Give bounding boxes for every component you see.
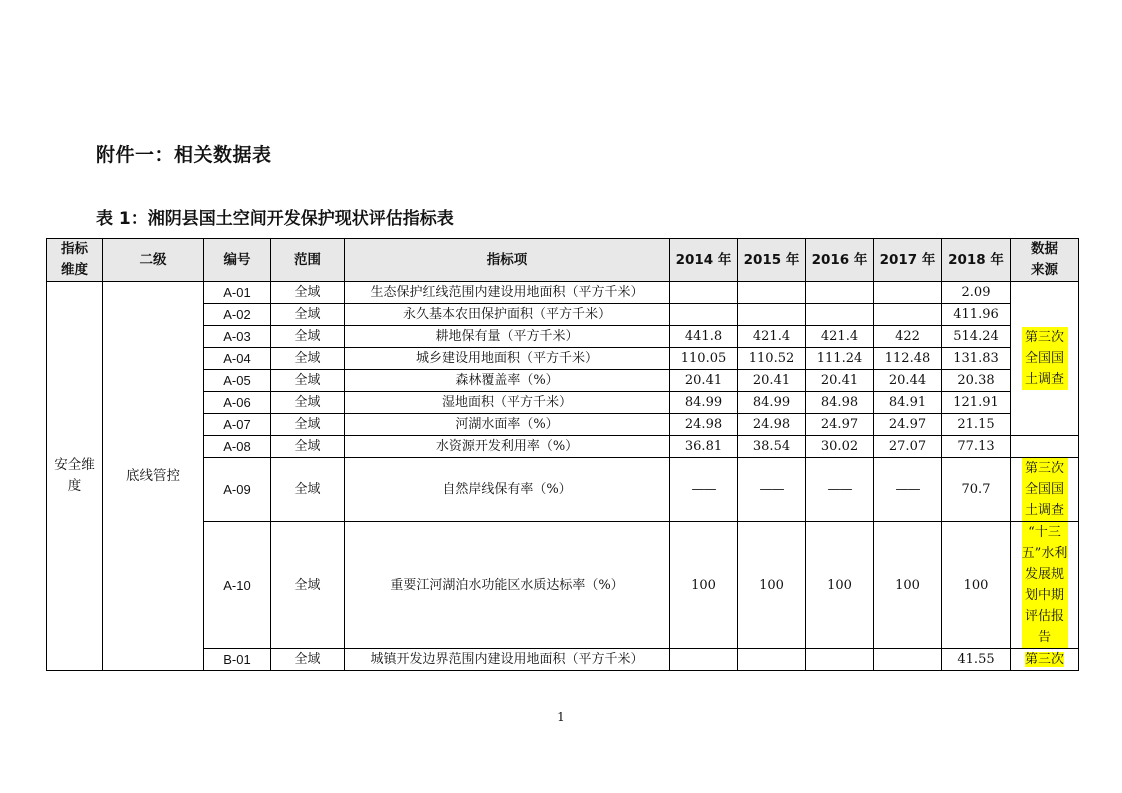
value-2016	[806, 282, 874, 304]
value-2014: ——	[670, 458, 738, 522]
header-row	[47, 239, 1079, 282]
code-cell: A-05	[204, 370, 271, 392]
header-2014: 2014 年	[670, 239, 738, 282]
value-2016: ——	[806, 458, 874, 522]
value-2015	[738, 649, 806, 671]
source-cell-empty	[1011, 436, 1079, 458]
value-2018: 131.83	[942, 348, 1011, 370]
indicator-cell: 城镇开发边界范围内建设用地面积（平方千米）	[345, 649, 670, 671]
source-cell: 第三次全国国土调查	[1011, 458, 1079, 522]
scope-cell: 全域	[271, 370, 345, 392]
value-2018: 411.96	[942, 304, 1011, 326]
scope-cell: 全域	[271, 649, 345, 671]
value-2014: 100	[670, 522, 738, 649]
value-2017: 100	[874, 522, 942, 649]
value-2017: 84.91	[874, 392, 942, 414]
value-2017: 24.97	[874, 414, 942, 436]
value-2018: 70.7	[942, 458, 1011, 522]
table-caption: 表 1：湘阴县国土空间开发保护现状评估指标表	[96, 209, 454, 229]
code-cell: A-06	[204, 392, 271, 414]
value-2017	[874, 282, 942, 304]
value-2014: 20.41	[670, 370, 738, 392]
value-2015: 100	[738, 522, 806, 649]
code-cell: A-08	[204, 436, 271, 458]
value-2016: 30.02	[806, 436, 874, 458]
value-2015: 20.41	[738, 370, 806, 392]
header-code: 编号	[204, 239, 271, 282]
code-cell: A-02	[204, 304, 271, 326]
value-2015: 84.99	[738, 392, 806, 414]
scope-cell: 全域	[271, 522, 345, 649]
scope-cell: 全域	[271, 436, 345, 458]
scope-cell: 全域	[271, 392, 345, 414]
header-scope: 范围	[271, 239, 345, 282]
value-2018: 77.13	[942, 436, 1011, 458]
code-cell: A-07	[204, 414, 271, 436]
value-2017	[874, 304, 942, 326]
header-2017: 2017 年	[874, 239, 942, 282]
value-2016	[806, 649, 874, 671]
source-cell: “十三五”水利发展规划中期评估报告	[1011, 522, 1079, 649]
value-2014	[670, 304, 738, 326]
scope-cell: 全域	[271, 458, 345, 522]
value-2017	[874, 649, 942, 671]
value-2018: 41.55	[942, 649, 1011, 671]
scope-cell: 全域	[271, 282, 345, 304]
value-2016: 24.97	[806, 414, 874, 436]
code-cell: A-09	[204, 458, 271, 522]
code-cell: A-03	[204, 326, 271, 348]
indicator-cell: 水资源开发利用率（%）	[345, 436, 670, 458]
code-cell: A-01	[204, 282, 271, 304]
indicator-cell: 河湖水面率（%）	[345, 414, 670, 436]
indicator-cell: 耕地保有量（平方千米）	[345, 326, 670, 348]
source-cell: 第三次	[1011, 649, 1079, 671]
page-heading: 附件一：相关数据表	[96, 144, 272, 166]
indicator-cell: 自然岸线保有率（%）	[345, 458, 670, 522]
code-cell: A-10	[204, 522, 271, 649]
value-2014: 84.99	[670, 392, 738, 414]
level2-cell: 底线管控	[103, 282, 204, 671]
table-row	[47, 282, 1079, 304]
indicator-cell: 重要江河湖泊水功能区水质达标率（%）	[345, 522, 670, 649]
scope-cell: 全域	[271, 414, 345, 436]
value-2015: 24.98	[738, 414, 806, 436]
value-2017: 422	[874, 326, 942, 348]
value-2016: 111.24	[806, 348, 874, 370]
value-2016: 421.4	[806, 326, 874, 348]
value-2018: 514.24	[942, 326, 1011, 348]
value-2017: ——	[874, 458, 942, 522]
header-level2: 二级	[103, 239, 204, 282]
header-indicator: 指标项	[345, 239, 670, 282]
code-cell: B-01	[204, 649, 271, 671]
value-2016: 100	[806, 522, 874, 649]
value-2017: 112.48	[874, 348, 942, 370]
value-2018: 20.38	[942, 370, 1011, 392]
code-cell: A-04	[204, 348, 271, 370]
value-2014	[670, 282, 738, 304]
indicator-cell: 生态保护红线范围内建设用地面积（平方千米）	[345, 282, 670, 304]
value-2018: 121.91	[942, 392, 1011, 414]
value-2018: 21.15	[942, 414, 1011, 436]
value-2015: 38.54	[738, 436, 806, 458]
indicator-table	[46, 238, 1079, 671]
value-2015: 421.4	[738, 326, 806, 348]
header-dimension: 指标维度	[47, 239, 103, 282]
value-2015: ——	[738, 458, 806, 522]
value-2014: 36.81	[670, 436, 738, 458]
value-2017: 27.07	[874, 436, 942, 458]
value-2015: 110.52	[738, 348, 806, 370]
header-2018: 2018 年	[942, 239, 1011, 282]
dimension-cell: 安全维度	[47, 282, 103, 671]
indicator-cell: 城乡建设用地面积（平方千米）	[345, 348, 670, 370]
scope-cell: 全域	[271, 326, 345, 348]
scope-cell: 全域	[271, 348, 345, 370]
value-2018: 2.09	[942, 282, 1011, 304]
value-2016: 20.41	[806, 370, 874, 392]
value-2016	[806, 304, 874, 326]
header-2016: 2016 年	[806, 239, 874, 282]
value-2014: 110.05	[670, 348, 738, 370]
scope-cell: 全域	[271, 304, 345, 326]
value-2014: 24.98	[670, 414, 738, 436]
value-2018: 100	[942, 522, 1011, 649]
value-2015	[738, 304, 806, 326]
value-2014: 441.8	[670, 326, 738, 348]
value-2014	[670, 649, 738, 671]
source-cell: 第三次全国国土调查	[1011, 282, 1079, 436]
value-2017: 20.44	[874, 370, 942, 392]
page-number: 1	[557, 710, 565, 724]
indicator-cell: 湿地面积（平方千米）	[345, 392, 670, 414]
value-2016: 84.98	[806, 392, 874, 414]
indicator-cell: 森林覆盖率（%）	[345, 370, 670, 392]
value-2015	[738, 282, 806, 304]
header-2015: 2015 年	[738, 239, 806, 282]
header-source: 数据来源	[1011, 239, 1079, 282]
indicator-cell: 永久基本农田保护面积（平方千米）	[345, 304, 670, 326]
